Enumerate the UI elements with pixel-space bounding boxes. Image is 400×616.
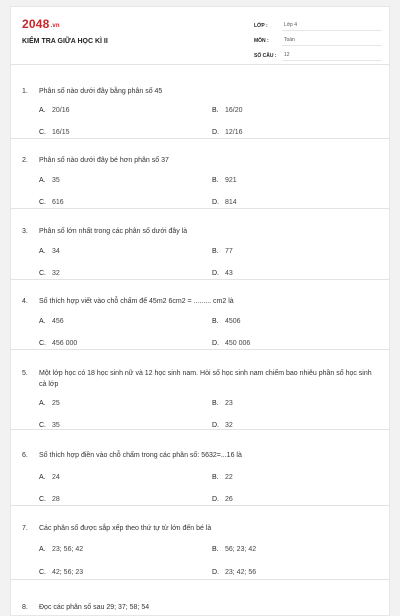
question-number: 4. bbox=[22, 298, 28, 305]
option-letter: B. bbox=[212, 546, 219, 553]
option-text: 12/16 bbox=[225, 129, 243, 136]
option-letter: C. bbox=[39, 422, 46, 429]
option-text: 814 bbox=[225, 199, 237, 206]
question-item bbox=[11, 139, 390, 209]
exam-title: KIỂM TRA GIỮA HỌC KÌ II bbox=[22, 38, 108, 45]
option-text: 616 bbox=[52, 199, 64, 206]
question-item bbox=[11, 280, 390, 350]
option-b[interactable] bbox=[212, 248, 233, 255]
exam-paper bbox=[10, 6, 390, 616]
option-b[interactable] bbox=[212, 107, 243, 114]
question-body: Một lớp học có 18 học sinh nữ và 12 học sinh nam. Hỏi số học sinh nam chiếm bao nhiêu phần số học sinh cả lớp bbox=[39, 370, 372, 388]
option-a[interactable] bbox=[39, 177, 60, 184]
question-number: 1. bbox=[22, 88, 28, 95]
option-text: 4506 bbox=[225, 318, 241, 325]
question-body: Phân số nào dưới đây bé hơn phân số 37 bbox=[39, 157, 169, 164]
option-text: 34 bbox=[52, 248, 60, 255]
question-text bbox=[22, 155, 379, 166]
option-letter: A. bbox=[39, 248, 46, 255]
option-text: 56; 23; 42 bbox=[225, 546, 257, 553]
option-letter: B. bbox=[212, 248, 219, 255]
option-letter: A. bbox=[39, 107, 46, 114]
option-letter: A. bbox=[39, 177, 46, 184]
option-text: 22 bbox=[225, 474, 233, 481]
meta-value: Toán bbox=[282, 37, 382, 46]
option-text: 35 bbox=[52, 422, 60, 429]
option-letter: D. bbox=[212, 496, 219, 503]
option-d[interactable] bbox=[212, 422, 233, 429]
meta-row-subject bbox=[254, 33, 382, 46]
option-a[interactable] bbox=[39, 318, 64, 325]
option-d[interactable] bbox=[212, 199, 237, 206]
logo-suffix: .vn bbox=[50, 23, 60, 29]
question-item bbox=[11, 506, 390, 580]
question-text bbox=[22, 296, 379, 307]
option-text: 20/16 bbox=[52, 107, 70, 114]
question-body: Số thích hợp viết vào chỗ chấm để 45m2 6cm2 = ......... cm2 là bbox=[39, 298, 234, 305]
option-d[interactable] bbox=[212, 569, 256, 576]
option-text: 43 bbox=[225, 270, 233, 277]
meta-label: SỐ CÂU : bbox=[254, 53, 277, 59]
question-text bbox=[22, 226, 379, 237]
option-d[interactable] bbox=[212, 340, 250, 347]
question-text bbox=[22, 602, 379, 613]
option-letter: D. bbox=[212, 199, 219, 206]
question-body: Đọc các phân số sau 29; 37; 58; 54 bbox=[39, 604, 150, 611]
option-text: 28 bbox=[52, 496, 60, 503]
option-text: 26 bbox=[225, 496, 233, 503]
site-logo[interactable] bbox=[22, 17, 60, 31]
option-letter: A. bbox=[39, 546, 46, 553]
option-letter: C. bbox=[39, 199, 46, 206]
option-b[interactable] bbox=[212, 177, 237, 184]
option-letter: D. bbox=[212, 569, 219, 576]
option-letter: D. bbox=[212, 129, 219, 136]
question-number: 5. bbox=[22, 370, 28, 377]
question-item bbox=[11, 430, 390, 506]
option-text: 23; 56; 42 bbox=[52, 546, 84, 553]
option-text: 77 bbox=[225, 248, 233, 255]
option-text: 25 bbox=[52, 400, 60, 407]
option-d[interactable] bbox=[212, 496, 233, 503]
option-letter: A. bbox=[39, 318, 46, 325]
option-a[interactable] bbox=[39, 474, 60, 481]
option-letter: C. bbox=[39, 340, 46, 347]
option-text: 456 bbox=[52, 318, 64, 325]
option-letter: C. bbox=[39, 496, 46, 503]
option-letter: B. bbox=[212, 107, 219, 114]
meta-label: LỚP : bbox=[254, 23, 268, 29]
option-text: 16/15 bbox=[52, 129, 70, 136]
option-text: 921 bbox=[225, 177, 237, 184]
option-d[interactable] bbox=[212, 270, 233, 277]
question-number: 8. bbox=[22, 604, 28, 611]
option-letter: C. bbox=[39, 569, 46, 576]
option-letter: D. bbox=[212, 270, 219, 277]
meta-label: MÔN : bbox=[254, 38, 269, 44]
option-letter: C. bbox=[39, 270, 46, 277]
option-text: 23 bbox=[225, 400, 233, 407]
option-text: 24 bbox=[52, 474, 60, 481]
option-text: 23; 42; 56 bbox=[225, 569, 257, 576]
question-body: Số thích hợp điền vào chỗ chấm trong các phân số: 5632=...16 là bbox=[39, 452, 242, 459]
meta-value: 12 bbox=[282, 52, 382, 61]
option-b[interactable] bbox=[212, 546, 256, 553]
option-letter: A. bbox=[39, 400, 46, 407]
option-a[interactable] bbox=[39, 107, 70, 114]
option-letter: B. bbox=[212, 318, 219, 325]
option-text: 32 bbox=[225, 422, 233, 429]
option-text: 450 006 bbox=[225, 340, 251, 347]
option-letter: A. bbox=[39, 474, 46, 481]
option-a[interactable] bbox=[39, 546, 83, 553]
option-letter: B. bbox=[212, 177, 219, 184]
question-item bbox=[11, 580, 390, 616]
option-b[interactable] bbox=[212, 400, 233, 407]
question-item bbox=[11, 209, 390, 280]
option-letter: C. bbox=[39, 129, 46, 136]
option-c[interactable] bbox=[39, 496, 60, 503]
question-text bbox=[22, 368, 379, 390]
meta-row-class bbox=[254, 18, 382, 31]
option-text: 35 bbox=[52, 177, 60, 184]
option-letter: D. bbox=[212, 340, 219, 347]
question-number: 2. bbox=[22, 157, 28, 164]
option-c[interactable] bbox=[39, 129, 70, 136]
question-text bbox=[22, 523, 379, 534]
option-b[interactable] bbox=[212, 474, 233, 481]
option-c[interactable] bbox=[39, 199, 64, 206]
exam-header bbox=[11, 7, 389, 65]
option-c[interactable] bbox=[39, 422, 60, 429]
question-number: 7. bbox=[22, 525, 28, 532]
option-b[interactable] bbox=[212, 318, 241, 325]
question-body: Phân số lớn nhất trong các phân số dưới đây là bbox=[39, 228, 188, 235]
question-text bbox=[22, 86, 379, 97]
question-text bbox=[22, 450, 379, 461]
option-d[interactable] bbox=[212, 129, 243, 136]
option-c[interactable] bbox=[39, 569, 83, 576]
option-c[interactable] bbox=[39, 340, 77, 347]
option-letter: D. bbox=[212, 422, 219, 429]
option-text: 456 000 bbox=[52, 340, 78, 347]
logo-text: 2048 bbox=[22, 17, 50, 31]
question-item bbox=[11, 65, 390, 139]
exam-meta bbox=[254, 18, 382, 63]
question-number: 3. bbox=[22, 228, 28, 235]
option-text: 16/20 bbox=[225, 107, 243, 114]
question-body: Các phân số được sắp xếp theo thứ tự từ lớn đến bé là bbox=[39, 525, 212, 532]
question-item bbox=[11, 350, 390, 430]
option-letter: B. bbox=[212, 474, 219, 481]
option-a[interactable] bbox=[39, 400, 60, 407]
option-a[interactable] bbox=[39, 248, 60, 255]
option-text: 32 bbox=[52, 270, 60, 277]
option-letter: B. bbox=[212, 400, 219, 407]
question-body: Phân số nào dưới đây bằng phân số 45 bbox=[39, 88, 163, 95]
question-number: 6. bbox=[22, 452, 28, 459]
meta-value: Lớp 4 bbox=[282, 22, 382, 31]
option-text: 42; 56; 23 bbox=[52, 569, 84, 576]
meta-row-question-count bbox=[254, 48, 382, 61]
option-c[interactable] bbox=[39, 270, 60, 277]
